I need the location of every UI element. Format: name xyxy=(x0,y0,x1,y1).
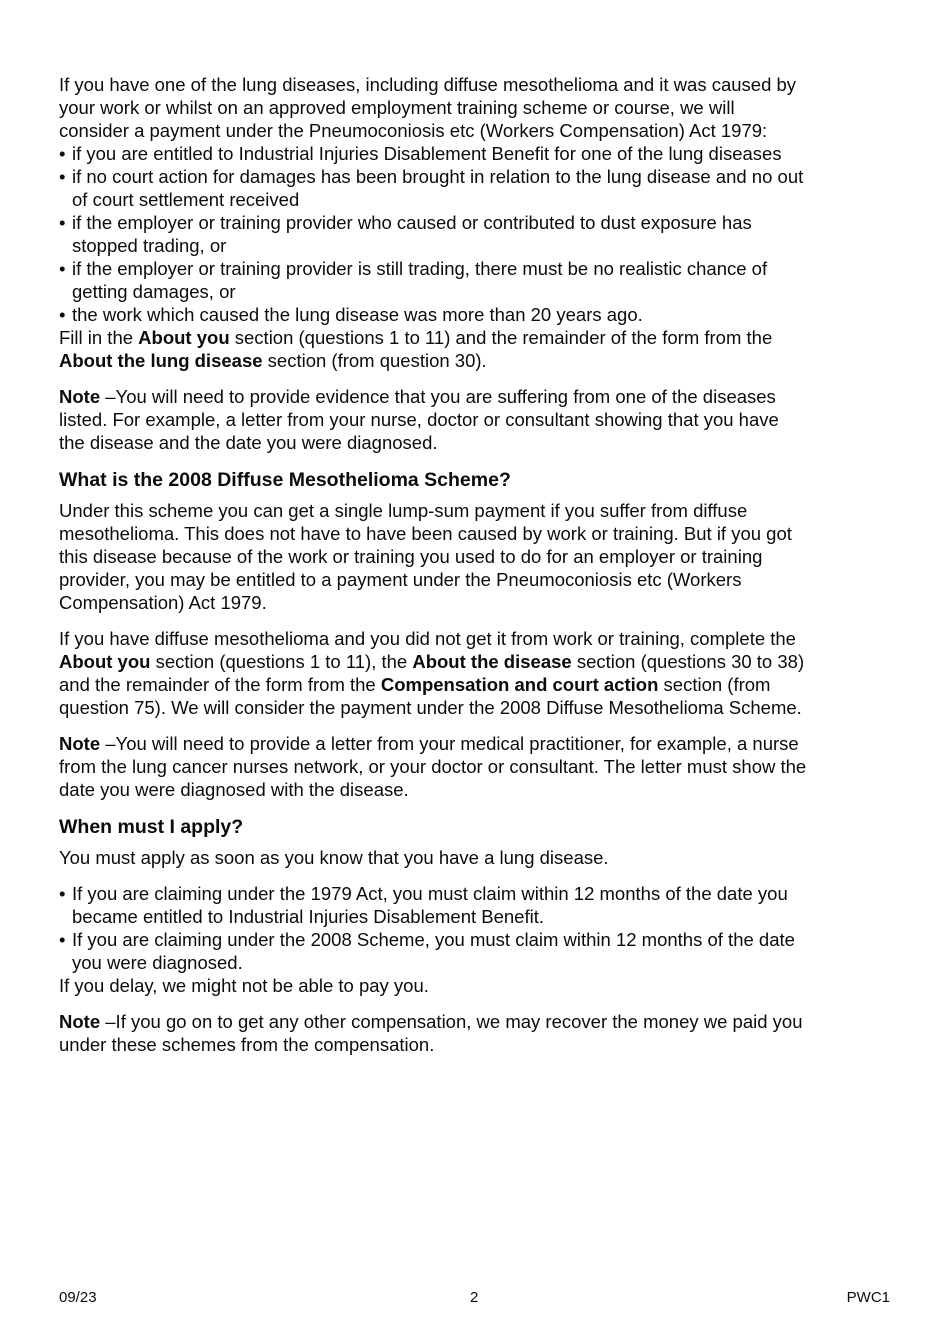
footer-date: 09/23 xyxy=(59,1289,97,1306)
footer-page-number: 2 xyxy=(470,1289,479,1306)
section-ref-about-lung-disease: About the lung disease xyxy=(59,350,263,371)
note-medical-letter: Note –You will need to provide a letter from your medical practitioner, for example, a nurse from the lung cancer nurses network, or your doctor or consultant. The letter must show the date you were diagnosed with the disease. xyxy=(59,733,807,800)
heading-mesothelioma-scheme: What is the 2008 Diffuse Mesothelioma Scheme? xyxy=(59,469,511,491)
intro-paragraph: If you have one of the lung diseases, including diffuse mesothelioma and it was caused by your work or whilst on an approved employment training scheme or course, we will consider a payment under the Pneumoconiosis etc (Workers Compensation) Act 1979: xyxy=(59,74,797,141)
list-item: • If you are claiming under the 2008 Scheme, you must claim within 12 months of the date you were diagnosed. xyxy=(59,928,809,974)
delay-paragraph: If you delay, we might not be able to pay you. xyxy=(59,975,429,996)
fill-in-paragraph: Fill in the About you section (questions 1 to 11) and the remainder of the form from the About the lung disease section (from question 30). xyxy=(59,327,773,371)
list-item: • if the employer or training provider who caused or contributed to dust exposure has stopped trading, or xyxy=(59,211,809,257)
apply-intro: You must apply as soon as you know that you have a lung disease. xyxy=(59,847,609,868)
section-ref-about-you: About you xyxy=(138,327,230,348)
heading-when-apply: When must I apply? xyxy=(59,816,244,838)
list-item: • if you are entitled to Industrial Injuries Disablement Benefit for one of the lung diseases xyxy=(59,142,809,165)
section-ref-compensation: Compensation and court action xyxy=(380,674,659,695)
scheme-complete-paragraph: If you have diffuse mesothelioma and you did not get it from work or training, complete the About you section (questions 1 to 11), the About the disease section (questions 30 to 38) and the remainder of the form from the Compensation and court action section (from question 75). We will consider the payment under the 2008 Diffuse Mesothelioma Scheme. xyxy=(59,628,805,718)
footer-form-code: PWC1 xyxy=(846,1289,890,1306)
note-label: Note xyxy=(59,1011,101,1032)
scheme-paragraph: Under this scheme you can get a single lump-sum payment if you suffer from diffuse mesothelioma. This does not have to have been caused by work or training. But if you got this disease because of the work or training you used to do for an employer or training provider, you may be entitled to a payment under the Pneumoconiosis etc (Workers Compensation) Act 1979. xyxy=(59,500,792,613)
section-ref-about-disease: About the disease xyxy=(412,651,572,672)
note-label: Note xyxy=(59,733,101,754)
section-ref-about-you: About you xyxy=(59,651,151,672)
list-item: • if the employer or training provider is still trading, there must be no realistic chance of getting damages, or xyxy=(59,257,809,303)
note-recovery: Note –If you go on to get any other compensation, we may recover the money we paid you under these schemes from the compensation. xyxy=(59,1011,803,1055)
list-item: • If you are claiming under the 1979 Act, you must claim within 12 months of the date you became entitled to Industrial Injuries Disablement Benefit. xyxy=(59,882,809,928)
eligibility-list xyxy=(59,142,809,326)
note-label: Note xyxy=(59,386,101,407)
page-content xyxy=(59,73,809,1069)
list-item: • if no court action for damages has been brought in relation to the lung disease and no out of court settlement received xyxy=(59,165,809,211)
list-item: • the work which caused the lung disease was more than 20 years ago. xyxy=(59,303,809,326)
note-evidence: Note –You will need to provide evidence that you are suffering from one of the diseases listed. For example, a letter from your nurse, doctor or consultant showing that you have the disease and the date you were diagnosed. xyxy=(59,386,779,453)
deadline-list xyxy=(59,882,809,974)
